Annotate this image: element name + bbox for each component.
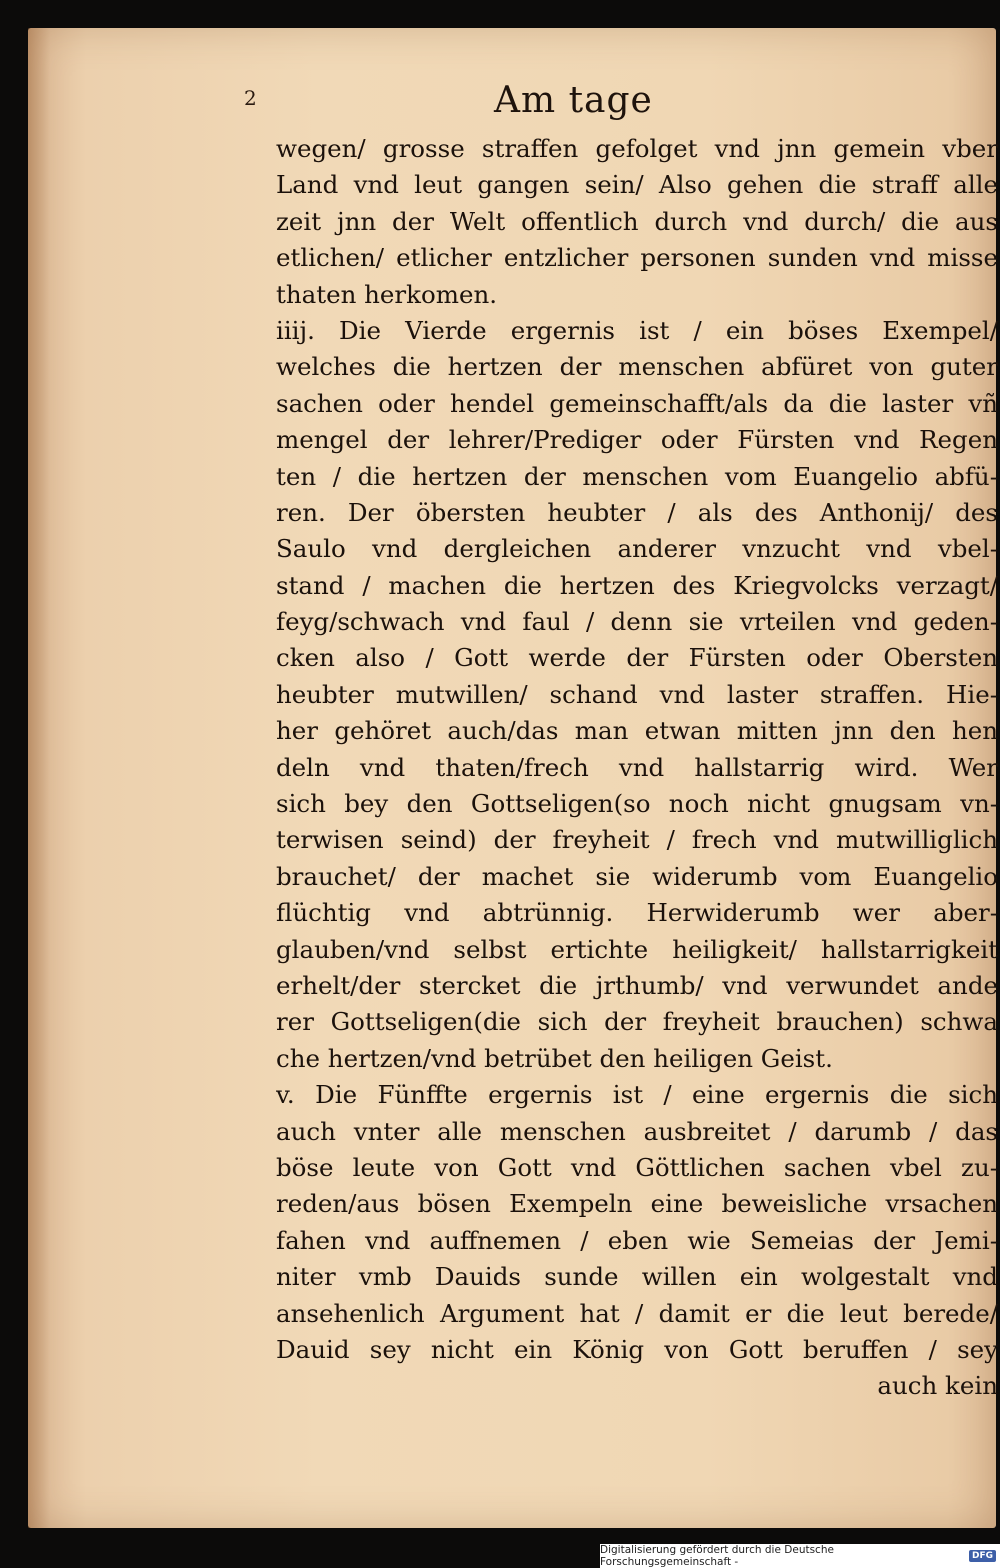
text-line: auch kein (877, 1371, 998, 1401)
text-line: terwisen seind) der freyheit / frech vnd mutwilliglich (276, 825, 998, 855)
text-line: auch vnter alle menschen ausbreitet / darumb / das (276, 1116, 998, 1146)
text-line: sich bey den Gottseligen(so noch nicht gnugsam vn- (276, 789, 998, 819)
text-line: rer Gottseligen(die sich der freyheit brauchen) schwa (276, 1007, 998, 1037)
text-line: feyg/schwach vnd faul / denn sie vrteilen vnd geden- (276, 607, 998, 637)
text-line: erhelt/der stercket die jrthumb/ vnd verwundet ande (276, 970, 998, 1000)
text-line: mengel der lehrer/Prediger oder Fürsten vnd Regen (276, 425, 998, 455)
text-line: deln vnd thaten/frech vnd hallstarrig wird. Wer (276, 752, 998, 782)
text-line: reden/aus bösen Exempeln eine beweisliche vrsachen (276, 1189, 998, 1219)
text-line: böse leute von Gott vnd Göttlichen sachen vbel zu- (276, 1152, 998, 1182)
text-line: Saulo vnd dergleichen anderer vnzucht vnd vbel- (276, 534, 998, 564)
text-line: ten / die hertzen der menschen vom Euangelio abfü- (276, 461, 998, 491)
digitization-credit: Digitalisierung gefördert durch die Deutsche Forschungsgemeinschaft - (600, 1544, 834, 1568)
text-line: thaten herkomen. (276, 279, 498, 309)
running-head: Am tage (494, 80, 653, 121)
text-line: etlichen/ etlicher entzlicher personen sunden vnd misse (276, 243, 998, 273)
book-page (28, 28, 996, 1528)
text-line: che hertzen/vnd betrübet den heiligen Geist. (276, 1043, 833, 1073)
text-line: brauchet/ der machet sie widerumb vom Euangelio (276, 861, 998, 891)
text-line: Land vnd leut gangen sein/ Also gehen die straff alle (276, 170, 998, 200)
text-line: glauben/vnd selbst ertichte heiligkeit/ hallstarrigkeit (276, 934, 998, 964)
text-line: her gehöret auch/das man etwan mitten jnn den hen (276, 716, 998, 746)
dfg-logo: DFG (969, 1550, 996, 1562)
text-line: ren. Der öbersten heubter / als des Anthonij/ des (276, 497, 998, 527)
text-line: sachen oder hendel gemeinschafft/als da die laster vñ (276, 388, 998, 418)
text-line: v. Die Fünffte ergernis ist / eine ergernis die sich (276, 1080, 998, 1110)
text-line: zeit jnn der Welt offentlich durch vnd durch/ die aus (276, 206, 998, 236)
text-block (276, 131, 998, 1405)
text-line: Dauid sey nicht ein König von Gott beruffen / sey (276, 1334, 998, 1364)
text-line: cken also / Gott werde der Fürsten oder Obersten (276, 643, 998, 673)
text-line: heubter mutwillen/ schand vnd laster straffen. Hie- (276, 679, 998, 709)
text-line: stand / machen die hertzen des Kriegvolcks verzagt/ (276, 570, 998, 600)
footer-bar (600, 1544, 1000, 1568)
page-number: 2 (244, 86, 257, 110)
text-line: iiij. Die Vierde ergernis ist / ein böses Exempel/ (276, 315, 998, 345)
text-line: niter vmb Dauids sunde willen ein wolgestalt vnd (276, 1262, 998, 1292)
text-line: flüchtig vnd abtrünnig. Herwiderumb wer aber- (276, 898, 998, 928)
text-line: ansehenlich Argument hat / damit er die leut berede/ (276, 1298, 998, 1328)
text-line: wegen/ grosse straffen gefolget vnd jnn gemein vber (276, 134, 998, 163)
text-line: welches die hertzen der menschen abfüret von guter (276, 352, 998, 382)
text-line: fahen vnd auffnemen / eben wie Semeias der Jemi- (276, 1225, 998, 1255)
